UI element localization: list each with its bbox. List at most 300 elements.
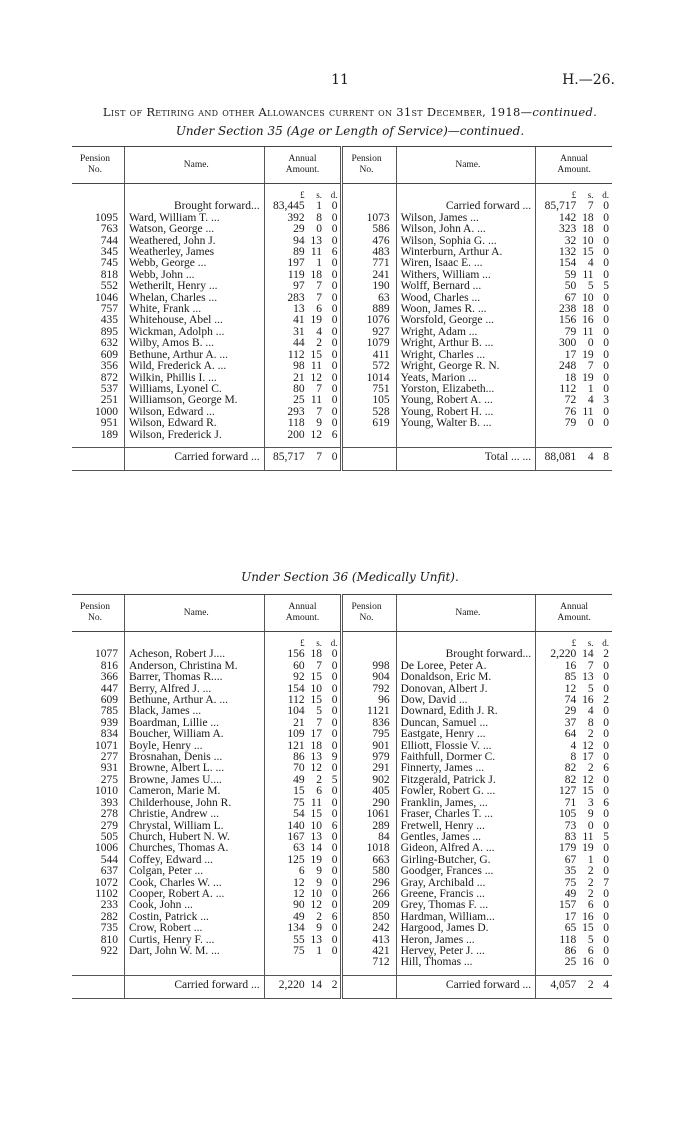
amount-shillings: 13 [310, 830, 322, 843]
pension-number: 275 [100, 773, 118, 786]
amount-pounds: 392 [264, 213, 305, 224]
amount-pounds: 154 [536, 258, 577, 269]
amount-shillings: 4 [587, 705, 594, 718]
pensioner-name: Fitzgerald, Patrick J. [396, 775, 536, 786]
amount-shillings: 18 [310, 648, 322, 661]
pension-number: 537 [100, 382, 118, 395]
pension-number: 931 [100, 762, 118, 775]
pension-number: 1095 [94, 211, 118, 224]
amount-pence: 0 [603, 819, 609, 832]
amount-pence: 0 [603, 348, 609, 361]
amount-pounds: 197 [264, 258, 305, 269]
allowances-table-section-36 [72, 594, 612, 999]
list-title-main: List of Retiring and other Allowances current on 31st December, 1918 [102, 105, 521, 119]
pension-number: 792 [342, 684, 396, 695]
pension-number: 757 [100, 303, 118, 316]
pension-number: 901 [342, 741, 396, 752]
amount-pounds: 50 [536, 281, 577, 292]
pension-number: 296 [342, 878, 396, 889]
amount-pence: 0 [322, 447, 342, 467]
amount-pounds: 65 [536, 923, 577, 934]
amount-pounds: 79 [536, 418, 577, 429]
amount-pence: 0 [331, 762, 338, 775]
pensioner-name: Wiren, Isaac E. ... [396, 258, 536, 269]
amount-pence: 0 [603, 360, 609, 373]
amount-pounds: 132 [536, 247, 577, 258]
amount-pence: 0 [331, 808, 338, 821]
amount-pounds: 167 [264, 832, 305, 843]
amount-shillings: 15 [310, 694, 322, 707]
amount-pence: 0 [331, 739, 338, 752]
pensioner-name: Wilson, Edward ... [124, 407, 264, 418]
pension-number: 1072 [94, 876, 118, 889]
col-annual-amount: Annual Amount. [264, 147, 342, 184]
amount-shillings: 2 [587, 728, 594, 741]
amount-pounds: 74 [536, 695, 577, 706]
pension-number: 1018 [342, 843, 396, 854]
amount-shillings: 7 [587, 360, 594, 373]
amount-pence: 0 [603, 865, 609, 878]
pounds-label: £ [264, 190, 305, 201]
pensioner-name: Childerhouse, John R. [124, 798, 264, 809]
amount-pounds: 8 [536, 752, 577, 763]
amount-pounds: 4,057 [536, 975, 577, 995]
amount-pence: 6 [331, 910, 338, 923]
amount-pounds: 179 [536, 843, 577, 854]
pension-number: 241 [342, 270, 396, 281]
table-row [72, 361, 612, 372]
amount-pence: 0 [331, 382, 338, 395]
amount-shillings: 11 [310, 394, 322, 407]
amount-shillings: 8 [587, 716, 594, 729]
pension-number: 712 [342, 957, 396, 968]
amount-pence: 0 [603, 853, 609, 866]
page-number: 11 [331, 72, 349, 88]
amount-shillings: 7 [316, 382, 322, 395]
pension-number: 251 [100, 394, 118, 407]
pensioner-name: Heron, James ... [396, 935, 536, 946]
amount-pounds: 17 [536, 912, 577, 923]
pensioner-name: Cook, Charles W. ... [124, 878, 264, 889]
amount-shillings: 2 [587, 762, 594, 775]
pence-label: d. [602, 638, 609, 648]
col-name-right: Name. [396, 595, 536, 632]
pension-number: 289 [342, 821, 396, 832]
amount-pounds: 6 [264, 866, 305, 877]
pensioner-name: Downard, Edith J. R. [396, 706, 536, 717]
pensioner-name: Anderson, Christina M. [124, 661, 264, 672]
pensioner-name: Duncan, Samuel ... [396, 718, 536, 729]
amount-shillings: 2 [316, 773, 322, 786]
amount-pence: 0 [603, 371, 609, 384]
table-row [72, 430, 612, 441]
amount-pence: 0 [603, 944, 609, 957]
pension-number: 1079 [342, 338, 396, 349]
amount-pence: 0 [331, 933, 338, 946]
amount-shillings: 11 [310, 796, 322, 809]
amount-pounds: 200 [264, 430, 305, 441]
pensioner-name [396, 430, 536, 441]
amount-pence: 0 [331, 405, 338, 418]
pension-number: 366 [100, 671, 118, 684]
pensioner-name: Elliott, Flossie V. ... [396, 741, 536, 752]
pensioner-name: Gideon, Alfred A. ... [396, 843, 536, 854]
pension-number: 744 [100, 234, 118, 247]
table-row [72, 395, 612, 406]
amount-shillings: 15 [582, 785, 594, 798]
amount-pence: 0 [331, 314, 338, 327]
amount-pence: 0 [331, 694, 338, 707]
pension-number: 922 [100, 944, 118, 957]
total-row [72, 447, 612, 467]
amount-pounds: 323 [536, 224, 577, 235]
amount-shillings: 17 [310, 728, 322, 741]
pension-number: 895 [100, 325, 118, 338]
amount-pounds: 83 [536, 832, 577, 843]
table-row [72, 729, 612, 740]
amount-pounds: 118 [536, 935, 577, 946]
amount-pence: 0 [603, 337, 609, 350]
amount-shillings: 14 [582, 648, 594, 661]
pension-number: 951 [100, 417, 118, 430]
amount-pounds: 119 [264, 270, 305, 281]
amount-shillings: 18 [310, 739, 322, 752]
amount-pence: 0 [331, 876, 338, 889]
amount-pounds: 300 [536, 338, 577, 349]
brought-forward-label: Brought forward... [396, 649, 536, 660]
table-row [72, 418, 612, 429]
pensioner-name: Wolff, Bernard ... [396, 281, 536, 292]
pension-number: 266 [342, 889, 396, 900]
amount-pence: 0 [331, 325, 338, 338]
amount-pence: 0 [603, 671, 609, 684]
amount-pence: 0 [331, 234, 338, 247]
pensioner-name: Church, Hubert N. W. [124, 832, 264, 843]
amount-pounds: 12 [264, 878, 305, 889]
amount-pounds: 82 [536, 763, 577, 774]
amount-shillings: 10 [310, 819, 322, 832]
amount-shillings: 2 [587, 865, 594, 878]
amount-pence: 0 [331, 899, 338, 912]
amount-pounds: 86 [264, 752, 305, 763]
col-annual-amount: Annual Amount. [264, 595, 342, 632]
pensioner-name: Barrer, Thomas R.... [124, 672, 264, 683]
pensioner-name: Finnerty, James ... [396, 763, 536, 774]
pensioner-name: Young, Walter B. ... [396, 418, 536, 429]
pensioner-name: Wilby, Amos B. ... [124, 338, 264, 349]
amount-shillings: 15 [310, 808, 322, 821]
pensioner-name: Chrystal, William L. [124, 821, 264, 832]
pensioner-name: Donovan, Albert J. [396, 684, 536, 695]
amount-shillings: 19 [582, 842, 594, 855]
pensioner-name: Dart, John W. M. ... [124, 946, 264, 957]
amount-pence: 0 [331, 705, 338, 718]
amount-pence: 0 [603, 933, 609, 946]
amount-pounds: 41 [264, 315, 305, 326]
table-row [72, 946, 612, 957]
amount-pence: 4 [594, 975, 612, 995]
pence-label: d. [602, 190, 609, 200]
amount-pounds: 75 [264, 798, 305, 809]
pension-number [342, 430, 396, 441]
amount-shillings: 9 [316, 922, 322, 935]
pensioner-name: Wickman, Adolph ... [124, 327, 264, 338]
pension-number: 476 [342, 236, 396, 247]
col-annual-amount-right: Annual Amount. [536, 595, 612, 632]
pension-number: 816 [100, 659, 118, 672]
pensioner-name: Cook, John ... [124, 900, 264, 911]
pension-number: 277 [100, 751, 118, 764]
amount-pounds: 4 [536, 741, 577, 752]
amount-pounds: 67 [536, 293, 577, 304]
amount-pounds: 76 [536, 407, 577, 418]
amount-pence: 0 [331, 211, 338, 224]
amount-pence: 0 [331, 785, 338, 798]
pension-number: 413 [342, 935, 396, 946]
amount-pence: 7 [603, 876, 609, 889]
amount-pounds: 64 [536, 729, 577, 740]
section-36-heading [0, 570, 700, 584]
pension-number: 421 [342, 946, 396, 957]
amount-pounds: 29 [264, 224, 305, 235]
amount-pence: 0 [331, 728, 338, 741]
pensioner-name: Williams, Lyonel C. [124, 384, 264, 395]
amount-pounds: 127 [536, 786, 577, 797]
amount-pence: 0 [603, 246, 609, 259]
amount-pence: 6 [331, 819, 338, 832]
empty-cell [322, 957, 342, 968]
amount-pounds: 2,220 [264, 975, 305, 995]
amount-pounds: 75 [264, 946, 305, 957]
amount-pounds: 70 [264, 763, 305, 774]
amount-shillings: 5 [587, 682, 594, 695]
amount-shillings: 15 [310, 348, 322, 361]
pensioner-name: Eastgate, Henry ... [396, 729, 536, 740]
pensioner-name: Faithfull, Dormer C. [396, 752, 536, 763]
pension-number: 850 [342, 912, 396, 923]
amount-pounds: 12 [264, 889, 305, 900]
amount-shillings: 1 [316, 944, 322, 957]
amount-shillings: 1 [587, 382, 594, 395]
pension-number: 927 [342, 327, 396, 338]
pension-number: 505 [100, 830, 118, 843]
pension-number: 904 [342, 672, 396, 683]
section-36-text: Under Section 36 (Medically Unfit). [241, 570, 459, 584]
amount-pounds: 21 [264, 373, 305, 384]
pensioner-name: Wilson, John A. ... [396, 224, 536, 235]
pensioner-name: Wilson, Frederick J. [124, 430, 264, 441]
pensioner-name: Greene, Francis ... [396, 889, 536, 900]
amount-shillings: 19 [582, 348, 594, 361]
amount-shillings: 14 [305, 975, 322, 995]
amount-shillings: 15 [582, 922, 594, 935]
pensioner-name: Wright, George R. N. [396, 361, 536, 372]
pensioner-name: Wright, Charles ... [396, 350, 536, 361]
amount-pounds: 157 [536, 900, 577, 911]
amount-pence: 0 [603, 291, 609, 304]
amount-shillings: 19 [310, 314, 322, 327]
amount-pence: 0 [603, 382, 609, 395]
amount-pounds: 105 [536, 809, 577, 820]
amount-shillings: 4 [587, 257, 594, 270]
amount-pounds: 109 [264, 729, 305, 740]
pensioner-name: Cameron, Marie M. [124, 786, 264, 797]
amount-pence: 8 [594, 447, 612, 467]
pensioner-name: Webb, John ... [124, 270, 264, 281]
amount-pounds: 238 [536, 304, 577, 315]
shillings-label: s. [587, 638, 594, 648]
pensioner-name: Black, James ... [124, 706, 264, 717]
pension-number: 1077 [94, 648, 118, 661]
amount-shillings: 2 [576, 975, 593, 995]
amount-pounds: 18 [536, 373, 577, 384]
amount-pence: 3 [603, 394, 609, 407]
pensioner-name: Winterburn, Arthur A. [396, 247, 536, 258]
amount-pounds: 75 [536, 878, 577, 889]
pensioner-name: Fowler, Robert G. ... [396, 786, 536, 797]
pension-number: 632 [100, 337, 118, 350]
pension-number: 745 [100, 257, 118, 270]
amount-pence: 0 [331, 348, 338, 361]
amount-shillings: 18 [582, 303, 594, 316]
pension-number: 979 [342, 752, 396, 763]
amount-pence: 0 [603, 773, 609, 786]
amount-pence: 0 [603, 211, 609, 224]
amount-pence: 0 [603, 751, 609, 764]
amount-shillings: 10 [310, 887, 322, 900]
amount-pounds: 121 [264, 741, 305, 752]
pension-number: 345 [100, 246, 118, 259]
table-row [72, 866, 612, 877]
pensioner-name: Coffey, Edward ... [124, 855, 264, 866]
pension-number: 609 [100, 694, 118, 707]
amount-shillings: 14 [310, 842, 322, 855]
pension-number: 763 [100, 223, 118, 236]
empty-cell [124, 957, 264, 968]
amount-pence: 6 [603, 762, 609, 775]
pensioner-name: Hill, Thomas ... [396, 957, 536, 968]
amount-pounds: 156 [536, 315, 577, 326]
amount-shillings: 18 [582, 211, 594, 224]
amount-shillings: 6 [587, 899, 594, 912]
pensioner-name: Wilson, Edward R. [124, 418, 264, 429]
table-row [72, 843, 612, 854]
amount-pence: 0 [331, 887, 338, 900]
amount-shillings: 2 [587, 876, 594, 889]
amount-pounds: 118 [264, 418, 305, 429]
pence-label: d. [330, 190, 338, 200]
amount-pounds: 83,445 [264, 201, 305, 212]
amount-pence: 0 [331, 842, 338, 855]
amount-pence: 0 [603, 659, 609, 672]
amount-shillings: 16 [582, 910, 594, 923]
section-35-text: Under Section 35 (Age or Length of Service)—continued. [175, 124, 525, 138]
amount-pounds: 13 [264, 304, 305, 315]
pension-number: 619 [342, 418, 396, 429]
pension-number: 435 [100, 314, 118, 327]
amount-pounds: 154 [264, 684, 305, 695]
amount-pence: 0 [331, 682, 338, 695]
amount-pounds: 112 [264, 350, 305, 361]
pence-label: d. [330, 638, 338, 648]
amount-pence: 0 [331, 865, 338, 878]
amount-shillings: 9 [587, 808, 594, 821]
amount-shillings: 0 [316, 223, 322, 236]
amount-shillings: 5 [316, 705, 322, 718]
amount-pounds: 88,081 [536, 447, 577, 467]
amount-pounds: 71 [536, 798, 577, 809]
pension-number: 84 [342, 832, 396, 843]
pension-number: 189 [100, 428, 118, 441]
amount-shillings: 12 [310, 428, 322, 441]
amount-shillings: 12 [582, 739, 594, 752]
amount-pence: 0 [331, 337, 338, 350]
pounds-label: £ [536, 190, 577, 201]
amount-pence: 0 [603, 808, 609, 821]
amount-pounds: 25 [264, 395, 305, 406]
amount-shillings: 8 [316, 211, 322, 224]
amount-pence: 0 [331, 303, 338, 316]
pension-number: 735 [100, 922, 118, 935]
pension-number: 1006 [94, 842, 118, 855]
table-row [72, 957, 612, 968]
amount-shillings: 4 [316, 325, 322, 338]
col-name-right: Name. [396, 147, 536, 184]
amount-shillings: 13 [310, 933, 322, 946]
col-name: Name. [124, 595, 264, 632]
pensioner-name: Cooper, Robert A. ... [124, 889, 264, 900]
pensioner-name: Curtis, Henry F. ... [124, 935, 264, 946]
amount-pence: 0 [331, 944, 338, 957]
pensioner-name: Berry, Alfred J. ... [124, 684, 264, 695]
pensioner-name: Weathered, John J. [124, 236, 264, 247]
amount-pounds: 12 [536, 684, 577, 695]
amount-pence: 0 [331, 830, 338, 843]
pension-number: 544 [100, 853, 118, 866]
amount-pounds: 140 [264, 821, 305, 832]
amount-pence: 0 [603, 303, 609, 316]
amount-shillings: 15 [310, 671, 322, 684]
amount-pence: 0 [603, 682, 609, 695]
amount-shillings: 7 [316, 280, 322, 293]
amount-pounds: 82 [536, 775, 577, 786]
amount-pence: 0 [331, 257, 338, 270]
pensioner-name: Boucher, William A. [124, 729, 264, 740]
pensioner-name: Wilson, James ... [396, 213, 536, 224]
brought-forward-label: Brought forward... [124, 201, 264, 212]
amount-shillings: 16 [582, 694, 594, 707]
pensioner-name: Goodger, Frances ... [396, 866, 536, 877]
amount-pounds: 35 [536, 866, 577, 877]
amount-pounds: 49 [264, 912, 305, 923]
section-35-heading [0, 124, 700, 138]
amount-pence: 6 [603, 796, 609, 809]
pension-number: 242 [342, 923, 396, 934]
amount-pence: 0 [603, 956, 609, 969]
pensioner-name: Hargood, James D. [396, 923, 536, 934]
col-pension-no-right: Pension No. [342, 595, 396, 632]
amount-pence: 0 [331, 268, 338, 281]
amount-shillings: 11 [582, 325, 594, 338]
amount-pence: 0 [603, 417, 609, 430]
amount-pounds: 104 [264, 706, 305, 717]
pension-number: 663 [342, 855, 396, 866]
amount-shillings: 13 [582, 671, 594, 684]
pensioner-name: White, Frank ... [124, 304, 264, 315]
pensioner-name: Withers, William ... [396, 270, 536, 281]
pension-number: 483 [342, 247, 396, 258]
amount-pence: 5 [603, 830, 609, 843]
